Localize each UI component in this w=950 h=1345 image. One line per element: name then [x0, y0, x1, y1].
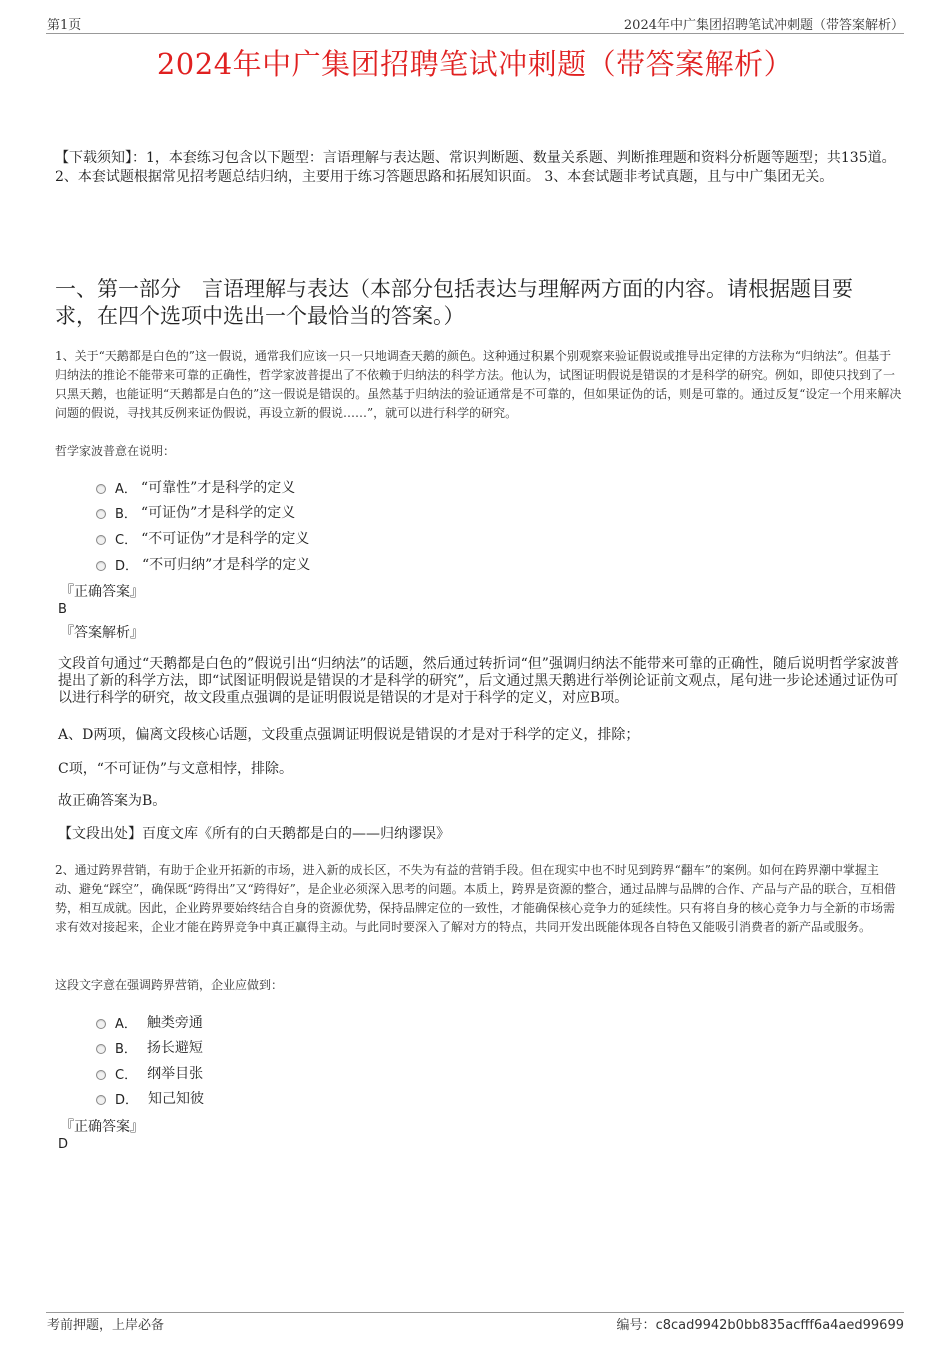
radio-icon[interactable]: [96, 561, 106, 571]
option-text: 触类旁通: [146, 1015, 203, 1031]
question-2-option-d[interactable]: [96, 1088, 204, 1108]
radio-icon[interactable]: [96, 509, 106, 519]
download-notice: 【下载须知】：1，本套练习包含以下题型：言语理解与表达题、常识判断题、数量关系题、判断推理题和资料分析题等题型；共135道。 2、本套试题根据常见招考题总结归纳，主要用于练习答题思路和拓展知识面。 3、本套试题非考试真题，且与中广集团无关。: [55, 150, 896, 185]
document-code: [617, 1314, 904, 1333]
page-number: 第1页: [47, 18, 82, 33]
question-1-answer-label: 『正确答案』: [60, 584, 144, 600]
analysis-paragraph: C项，“不可证伪”与文意相悖，排除。: [58, 761, 294, 777]
option-text: “不可证伪”才是科学的定义: [141, 531, 310, 547]
radio-icon[interactable]: [96, 1095, 106, 1105]
analysis-paragraph: 故正确答案为B。: [58, 793, 167, 809]
question-2-stem: 2、通过跨界营销，有助于企业开拓新的市场，进入新的成长区，不失为有益的营销手段。但在现实中也不时见到跨界“翻车”的案例。如何在跨界潮中掌握主动、避免“踩空”，确保既“跨得出”又“跨得好”，是企业必须深入思考的问题。本质上，跨界是资源的整合，通过品牌与品牌的合作、产品与产品的联合，互相借势，相互成就。因此，企业跨界要始终结合自身的资源优势，保持品牌定位的一致性，才能确保核心竞争力的延续性。只有将自身的核心竞争力与全新的市场需求有效对接起来，企业才能在跨界竞争中真正赢得主动。与此同时要深入了解对方的特点，共同开发出既能体现各自特色又能吸引消费者的新产品或服务。: [55, 863, 896, 934]
question-1-option-c[interactable]: [96, 528, 309, 548]
option-text: “可靠性”才是科学的定义: [140, 480, 296, 496]
question-2-answer-label: 『正确答案』: [60, 1119, 144, 1135]
footer-divider: [46, 1312, 904, 1313]
option-letter: C．: [115, 532, 138, 548]
footer-slogan: 考前押题，上岸必备: [47, 1318, 165, 1333]
option-text: 知己知彼: [148, 1091, 205, 1107]
question-1-stem: 1、关于“天鹅都是白色的”这一假说，通常我们应该一只一只地调查天鹅的颜色。这种通过积累个别观察来验证假说或推导出定律的方法称为“归纳法”。但基于归纳法的推论不能带来可靠的正确性，哲学家波普提出了不依赖于归纳法的科学方法。他认为，试图证明假说是错误的才是科学的研究。例如，即使只找到了一只黑天鹅，也能证明“天鹅都是白色的”这一假说是错误的。虽然基于归纳法的验证通常是不可靠的，但如果证伪的话，则是可靠的。通过反复“设定一个用来解决问题的假说，寻找其反例来证伪假说，再设立新的假说……”，就可以进行科学的研究。: [55, 349, 902, 420]
option-text: “不可归纳”才是科学的定义: [142, 557, 311, 573]
header-doc-title: 2024年中广集团招聘笔试冲刺题（带答案解析）: [623, 18, 904, 33]
question-2-answer: D: [58, 1137, 69, 1152]
radio-icon[interactable]: [96, 484, 106, 494]
option-letter: B．: [115, 506, 137, 522]
option-letter: A．: [115, 1016, 137, 1032]
section-heading: 一、第一部分 言语理解与表达（本部分包括表达与理解两方面的内容。请根据题目要求，在四个选项中选出一个最恰当的答案。）: [55, 277, 853, 328]
option-letter: A．: [115, 481, 137, 497]
option-letter: C．: [115, 1067, 138, 1083]
question-2-prompt: 这段文字意在强调跨界营销，企业应做到：: [55, 978, 284, 992]
question-1-option-b[interactable]: [96, 502, 295, 522]
question-1-option-a[interactable]: [96, 477, 295, 497]
question-2-option-a[interactable]: [96, 1012, 203, 1032]
question-2-option-b[interactable]: [96, 1037, 203, 1057]
option-text: 扬长避短: [146, 1040, 203, 1056]
radio-icon[interactable]: [96, 1044, 106, 1054]
option-text: 纲举目张: [147, 1066, 204, 1082]
radio-icon[interactable]: [96, 1070, 106, 1080]
radio-icon[interactable]: [96, 535, 106, 545]
option-letter: D．: [115, 558, 139, 574]
option-letter: D．: [115, 1092, 139, 1108]
page-title: 2024年中广集团招聘笔试冲刺题（带答案解析）: [156, 47, 794, 81]
option-letter: B．: [115, 1041, 137, 1057]
document-code-value: c8cad9942b0bb835acfff6a4aed99699: [655, 1318, 904, 1333]
radio-icon[interactable]: [96, 1019, 106, 1029]
header-divider: [46, 33, 904, 34]
option-text: “可证伪”才是科学的定义: [140, 505, 296, 521]
analysis-paragraph: A、D两项，偏离文段核心话题，文段重点强调证明假说是错误的才是对于科学的定义，排除；: [58, 727, 640, 743]
source-citation: 【文段出处】百度文库《所有的白天鹅都是白的——归纳谬误》: [58, 826, 450, 842]
question-1-answer: B: [58, 602, 67, 617]
question-1-prompt: 哲学家波普意在说明：: [55, 444, 176, 458]
document-code-label: 编号：: [616, 1318, 656, 1333]
analysis-paragraph: 文段首句通过“天鹅都是白色的”假说引出“归纳法”的话题，然后通过转折词“但”强调归纳法不能带来可靠的正确性，随后说明哲学家波普提出了新的科学方法，即“试图证明假说是错误的才是科学的研究”，后文通过黑天鹅进行举例论证前文观点，尾句进一步论述通过证伪可以进行科学的研究，故文段重点强调的是证明假说是错误的才是对于科学的定义，对应B项。: [58, 656, 899, 706]
question-2-option-c[interactable]: [96, 1063, 203, 1083]
question-1-analysis-label: 『答案解析』: [60, 625, 144, 641]
question-1-option-d[interactable]: [96, 554, 310, 574]
